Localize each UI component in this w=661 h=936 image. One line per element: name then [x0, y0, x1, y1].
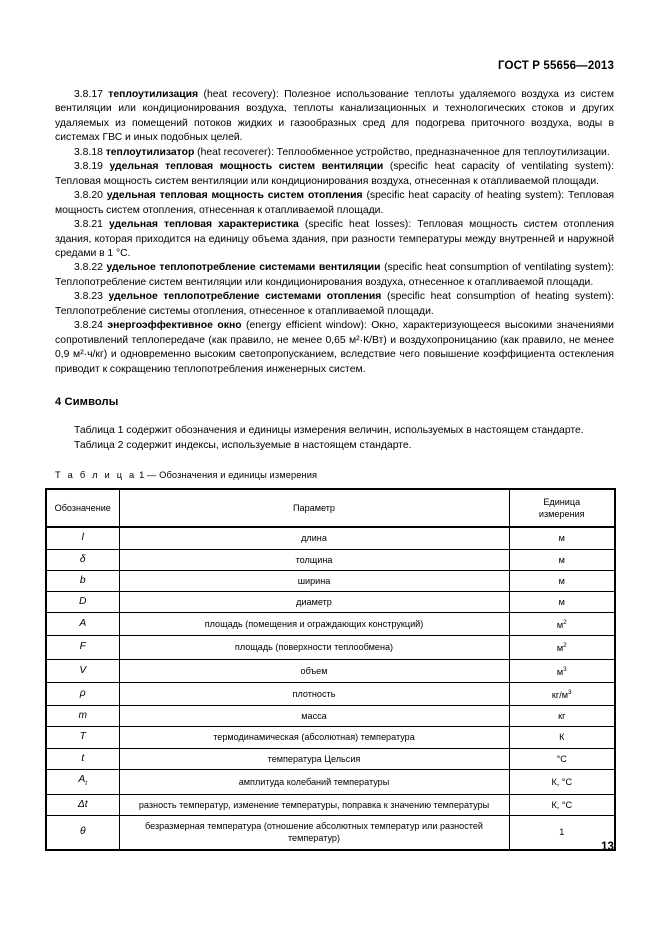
table-row	[46, 769, 615, 794]
table-row	[46, 570, 615, 591]
cell-unit: м	[509, 591, 615, 612]
definition-3-8-19	[55, 160, 614, 189]
definition-english: (specific heat consumption of ventilating system):	[384, 262, 614, 274]
table-row	[46, 613, 615, 636]
cell-symbol: ρ	[46, 682, 119, 705]
definition-text: Тепловая мощность систем вентиляции или кондиционирования воздуха, отнесенная к отапливаемой площади.	[55, 175, 600, 187]
table-row	[46, 591, 615, 612]
definition-number: 3.8.19	[74, 161, 103, 173]
cell-symbol: b	[46, 570, 119, 591]
column-header-symbol: Обозначение	[46, 489, 119, 527]
cell-unit: кг	[509, 706, 615, 727]
definition-term: энергоэффективное окно	[107, 320, 242, 332]
definition-term: удельное теплопотребление системами отопления	[108, 291, 382, 303]
definition-number: 3.8.18	[74, 146, 103, 158]
cell-parameter: температура Цельсия	[119, 748, 509, 769]
cell-unit: К, °С	[509, 769, 615, 794]
definition-text: Теплопотребление системы отопления, отнесенное к отапливаемой площади.	[55, 305, 434, 317]
unit-exponent: 2	[563, 642, 567, 650]
cell-parameter: площадь (поверхности теплообмена)	[119, 636, 509, 659]
cell-parameter: объем	[119, 659, 509, 682]
cell-unit: м	[509, 527, 615, 549]
definition-text: Окно, характеризующееся высокими значениями сопротивлений теплопередаче (как правило, не менее 0,65 м²·К/Вт) и воздухопроницанию (как правило, не менее 0,9 м²·ч/кг) и одновременно высоким светопропусканием, вследствие чего повышение коэффициента остекления приводит к сокращению теплопотребления инженерных систем.	[55, 320, 614, 375]
cell-unit: К, °С	[509, 794, 615, 815]
definition-english: (specific heat consumption of heating system):	[386, 291, 614, 303]
definition-3-8-23	[55, 290, 614, 319]
definition-3-8-20	[55, 189, 614, 218]
cell-unit: К	[509, 727, 615, 748]
definition-english: (heat recoverer):	[197, 146, 274, 158]
cell-parameter: плотность	[119, 682, 509, 705]
section-heading-symbols: 4 Символы	[55, 396, 119, 409]
cell-unit: м	[509, 549, 615, 570]
cell-symbol: l	[46, 527, 119, 549]
cell-symbol: A	[46, 613, 119, 636]
table-header-row-group	[46, 489, 615, 527]
table-row	[46, 706, 615, 727]
cell-unit: $кг/м^3$	[509, 682, 615, 705]
cell-unit: $м^2$	[509, 636, 615, 659]
definition-english: (specific heat losses):	[304, 219, 412, 231]
page-content	[55, 88, 614, 851]
definition-3-8-24	[55, 319, 614, 377]
definition-number: 3.8.22	[74, 262, 103, 274]
definition-english: (specific heat capacity of heating system):	[366, 190, 565, 202]
column-header-parameter: Параметр	[119, 489, 509, 527]
symbols-table	[45, 488, 616, 851]
spacer	[55, 453, 614, 470]
definition-number: 3.8.17	[74, 89, 103, 100]
symbol-subscript: t	[85, 779, 88, 787]
table-row	[46, 748, 615, 769]
definition-text: Тепловая мощность систем отопления здания, которая приходится на единицу объема здания, при разности температуры между внутренней и наружной средами в 1 °С.	[55, 219, 614, 259]
cell-unit: м	[509, 570, 615, 591]
table-caption-title: Обозначения и единицы измерения	[159, 469, 318, 480]
cell-unit: $м^3$	[509, 659, 615, 682]
definition-3-8-21	[55, 218, 614, 261]
definition-term: удельная тепловая мощность систем отопления	[106, 190, 363, 202]
table-row	[46, 527, 615, 549]
definition-text: Теплообменное устройство, предназначенное для теплоутилизации.	[276, 146, 610, 158]
cell-parameter: термодинамическая (абсолютная) температура	[119, 727, 509, 748]
definition-english: (energy efficient window):	[246, 320, 367, 332]
table-row	[46, 549, 615, 570]
cell-parameter: безразмерная температура (отношение абсолютных температур или разностей температур)	[119, 816, 509, 850]
cell-symbol: D	[46, 591, 119, 612]
cell-parameter: амплитуда колебаний температуры	[119, 769, 509, 794]
unit-exponent: 3	[568, 688, 572, 696]
table-row	[46, 794, 615, 815]
table-body	[46, 527, 615, 849]
definition-3-8-17	[55, 88, 614, 146]
spacer	[55, 408, 614, 424]
column-header-unit-line2: измерения	[538, 509, 585, 520]
section-paragraph-2: Таблица 2 содержит индексы, используемые в настоящем стандарте.	[74, 439, 412, 451]
table-header-row	[46, 489, 615, 527]
column-header-unit-line1: Единица	[543, 496, 581, 507]
table-row	[46, 659, 615, 682]
definition-3-8-18	[55, 146, 614, 160]
definition-term: удельная тепловая мощность систем вентиляции	[109, 161, 384, 173]
cell-unit: °С	[509, 748, 615, 769]
definition-text: Тепловая мощность систем отопления, отнесенная к отапливаемой площади.	[55, 190, 614, 216]
cell-parameter: длина	[119, 527, 509, 549]
definition-term: теплоутилизатор	[105, 146, 195, 158]
page-number: 13	[601, 840, 614, 853]
cell-symbol: $A_t$	[46, 769, 119, 794]
table-row	[46, 636, 615, 659]
definition-3-8-22	[55, 261, 614, 290]
spacer	[55, 480, 614, 488]
cell-symbol: V	[46, 659, 119, 682]
table-row	[46, 682, 615, 705]
cell-symbol: m	[46, 706, 119, 727]
column-header-unit	[509, 489, 615, 527]
table-row	[46, 727, 615, 748]
page-header	[45, 60, 614, 72]
cell-unit: $м^2$	[509, 613, 615, 636]
cell-parameter: диаметр	[119, 591, 509, 612]
definition-term: удельное теплопотребление системами вентиляции	[106, 262, 381, 274]
definition-number: 3.8.20	[74, 190, 103, 202]
definition-term: теплоутилизация	[108, 89, 199, 100]
definition-number: 3.8.24	[74, 320, 103, 332]
table-caption-number: 1	[139, 469, 145, 480]
definition-text: Теплопотребление систем вентиляции или кондиционирования воздуха, отнесенное к отапливаемой площади.	[55, 276, 594, 288]
standard-code: ГОСТ Р 55656—2013	[497, 60, 614, 72]
cell-symbol: θ	[46, 816, 119, 850]
cell-parameter: масса	[119, 706, 509, 727]
cell-unit: 1	[509, 816, 615, 850]
spacer	[55, 377, 614, 396]
definition-term: удельная тепловая характеристика	[108, 219, 299, 231]
table-caption	[55, 470, 614, 480]
cell-parameter: толщина	[119, 549, 509, 570]
cell-parameter: разность температур, изменение температуры, поправка к значению температуры	[119, 794, 509, 815]
table-caption-label: Т а б л и ц а	[55, 469, 137, 480]
section-paragraph-1: Таблица 1 содержит обозначения и единицы измерения величин, используемых в настоящем стандарте.	[74, 425, 584, 437]
definition-english: (specific heat capacity of ventilating system):	[389, 161, 614, 173]
cell-symbol: T	[46, 727, 119, 748]
cell-symbol: t	[46, 748, 119, 769]
cell-symbol: δ	[46, 549, 119, 570]
table-caption-dash: —	[147, 469, 157, 480]
unit-exponent: 2	[563, 619, 567, 627]
definition-number: 3.8.23	[74, 291, 103, 303]
definition-text: Полезное использование теплоты удаляемого воздуха из систем вентиляции или кондиционирования воздуха, теплоты канализационных и технологических стоков и других удаляемых из помещений потоков жидких и газообразных сред для подогрева приточного воздуха, воды в системах ГВС и иных подобных целей.	[55, 89, 614, 144]
cell-symbol: Δt	[46, 794, 119, 815]
definition-number: 3.8.21	[74, 219, 103, 231]
definition-english: (heat recovery):	[203, 89, 279, 100]
cell-symbol: F	[46, 636, 119, 659]
cell-parameter: ширина	[119, 570, 509, 591]
cell-parameter: площадь (помещения и ограждающих конструкций)	[119, 613, 509, 636]
unit-exponent: 3	[563, 665, 567, 673]
